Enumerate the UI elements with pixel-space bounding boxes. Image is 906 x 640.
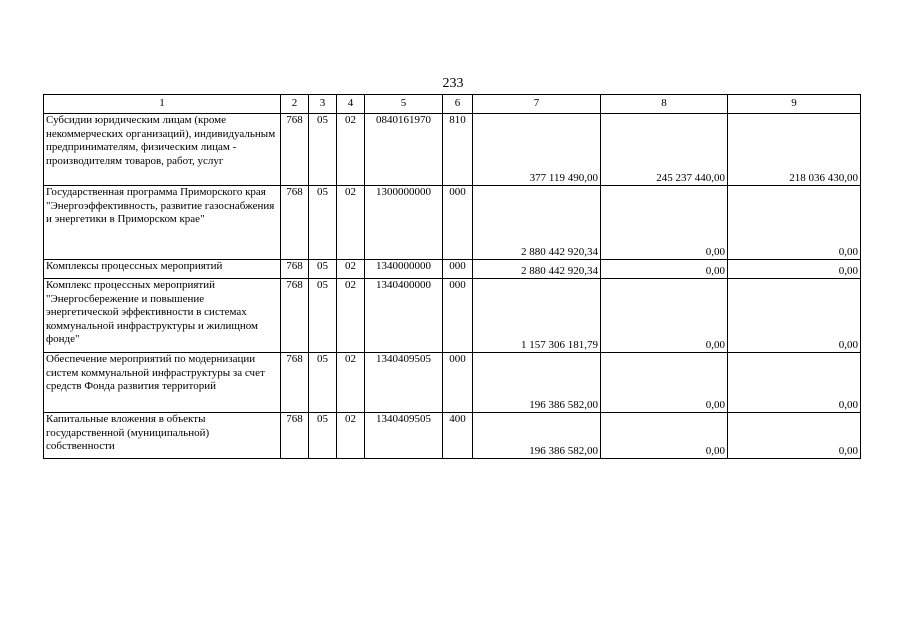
row-c5: 1340409505 — [365, 353, 443, 413]
row-c7: 196 386 582,00 — [473, 353, 601, 413]
row-c9: 218 036 430,00 — [728, 114, 861, 186]
column-header-6: 6 — [443, 95, 473, 114]
row-name: Субсидии юридическим лицам (кроме некоммерческих организаций), индивидуальным предпринимателям, физическим лицам - производителям товаров, работ, услуг — [44, 114, 281, 186]
row-c7: 2 880 442 920,34 — [473, 260, 601, 279]
row-c8: 245 237 440,00 — [601, 114, 728, 186]
row-c5: 1300000000 — [365, 186, 443, 260]
row-c3: 05 — [309, 260, 337, 279]
row-c4: 02 — [337, 353, 365, 413]
row-name: Капитальные вложения в объекты государственной (муниципальной) собственности — [44, 413, 281, 459]
row-name: Комплексы процессных мероприятий — [44, 260, 281, 279]
row-c8: 0,00 — [601, 186, 728, 260]
row-c4: 02 — [337, 186, 365, 260]
row-c7: 377 119 490,00 — [473, 114, 601, 186]
table-row — [44, 114, 861, 186]
row-name: Комплекс процессных мероприятий "Энергосбережение и повышение энергетической эффективности в системах коммунальной инфраструктуры и жилищном фонде" — [44, 279, 281, 353]
row-c3: 05 — [309, 279, 337, 353]
row-c2: 768 — [281, 186, 309, 260]
column-header-5: 5 — [365, 95, 443, 114]
row-c9: 0,00 — [728, 413, 861, 459]
row-c3: 05 — [309, 413, 337, 459]
column-header-3: 3 — [309, 95, 337, 114]
column-header-4: 4 — [337, 95, 365, 114]
table-row — [44, 413, 861, 459]
row-c8: 0,00 — [601, 279, 728, 353]
row-c7: 196 386 582,00 — [473, 413, 601, 459]
row-c9: 0,00 — [728, 353, 861, 413]
row-c8: 0,00 — [601, 353, 728, 413]
row-c7: 1 157 306 181,79 — [473, 279, 601, 353]
table-header-row — [44, 95, 861, 114]
row-c2: 768 — [281, 260, 309, 279]
row-c4: 02 — [337, 114, 365, 186]
row-c3: 05 — [309, 114, 337, 186]
row-c4: 02 — [337, 413, 365, 459]
row-c9: 0,00 — [728, 260, 861, 279]
page-number: 233 — [442, 76, 464, 91]
column-header-7: 7 — [473, 95, 601, 114]
row-c2: 768 — [281, 353, 309, 413]
row-c8: 0,00 — [601, 260, 728, 279]
column-header-9: 9 — [728, 95, 861, 114]
row-c5: 1340000000 — [365, 260, 443, 279]
row-c9: 0,00 — [728, 279, 861, 353]
row-c2: 768 — [281, 114, 309, 186]
budget-table — [43, 94, 861, 459]
column-header-2: 2 — [281, 95, 309, 114]
row-name: Государственная программа Приморского края "Энергоэффективность, развитие газоснабжения и энергетики в Приморском крае" — [44, 186, 281, 260]
row-c7: 2 880 442 920,34 — [473, 186, 601, 260]
row-c5: 0840161970 — [365, 114, 443, 186]
row-c3: 05 — [309, 186, 337, 260]
row-c5: 1340400000 — [365, 279, 443, 353]
row-c2: 768 — [281, 413, 309, 459]
row-c6: 000 — [443, 353, 473, 413]
row-c6: 000 — [443, 279, 473, 353]
row-c5: 1340409505 — [365, 413, 443, 459]
row-name: Обеспечение мероприятий по модернизации систем коммунальной инфраструктуры за счет средств Фонда развития территорий — [44, 353, 281, 413]
table-row — [44, 353, 861, 413]
row-c8: 0,00 — [601, 413, 728, 459]
table-row — [44, 279, 861, 353]
row-c3: 05 — [309, 353, 337, 413]
row-c4: 02 — [337, 260, 365, 279]
row-c9: 0,00 — [728, 186, 861, 260]
row-c2: 768 — [281, 279, 309, 353]
row-c6: 000 — [443, 260, 473, 279]
row-c4: 02 — [337, 279, 365, 353]
column-header-1: 1 — [44, 95, 281, 114]
table-row — [44, 260, 861, 279]
row-c6: 000 — [443, 186, 473, 260]
row-c6: 810 — [443, 114, 473, 186]
table-row — [44, 186, 861, 260]
row-c6: 400 — [443, 413, 473, 459]
column-header-8: 8 — [601, 95, 728, 114]
